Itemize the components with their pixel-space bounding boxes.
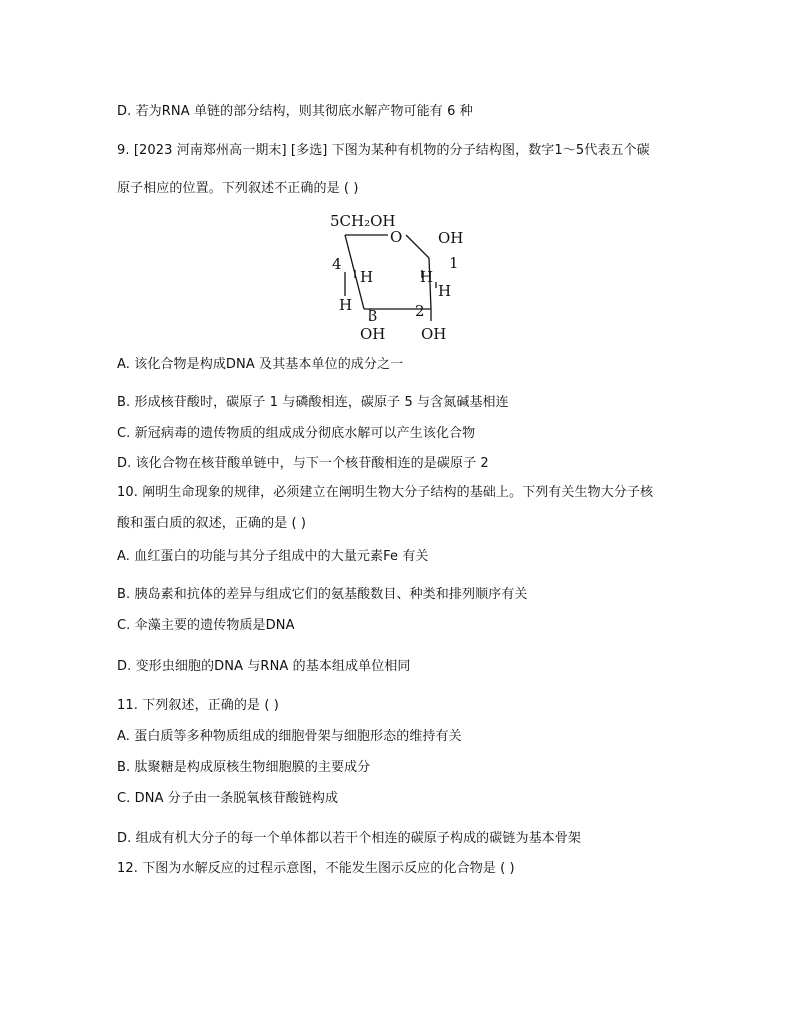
c1-upper-h-label: H [420, 268, 434, 286]
c1-hydroxyl-label: OH [438, 229, 464, 247]
option-9c: C. 新冠病毒的遗传物质的组成成分彻底水解可以产生该化合物 [117, 426, 476, 441]
c3-hydroxyl-label: OH [360, 325, 386, 343]
c2-number-label: 2 [415, 302, 425, 320]
question-11-stem: 11. 下列叙述，正确的是 ( ) [117, 698, 279, 713]
c4-number-label: 4 [332, 255, 342, 273]
question-9-stem-cont: 原子相应的位置。下列叙述不正确的是 ( ) [117, 181, 359, 196]
c3-number-label: 3 [368, 307, 378, 325]
c2-hydroxyl-label: OH [421, 325, 447, 343]
option-11a: A. 蛋白质等多种物质组成的细胞骨架与细胞形态的维持有关 [117, 729, 462, 744]
option-11d: D. 组成有机大分子的每一个单体都以若干个相连的碳原子构成的碳链为基本骨架 [117, 831, 581, 846]
option-10a: A. 血红蛋白的功能与其分子组成中的大量元素Fe 有关 [117, 549, 429, 564]
option-9a: A. 该化合物是构成DNA 及其基本单位的成分之一 [117, 357, 404, 372]
option-10b: B. 胰岛素和抗体的差异与组成它们的氨基酸数目、种类和排列顺序有关 [117, 587, 528, 602]
option-9b: B. 形成核苷酸时，碳原子 1 与磷酸相连，碳原子 5 与含氮碱基相连 [117, 395, 509, 410]
c4-upper-h-label: H [360, 268, 374, 286]
question-12-stem: 12. 下图为水解反应的过程示意图，不能发生图示反应的化合物是 ( ) [117, 861, 515, 876]
question-10-stem-cont: 酸和蛋白质的叙述，正确的是 ( ) [117, 516, 307, 531]
option-11c: C. DNA 分子由一条脱氧核苷酸链构成 [117, 791, 339, 806]
line-8d: D. 若为RNA 单链的部分结构，则其彻底水解产物可能有 6 种 [117, 104, 473, 119]
c1-number-label: 1 [449, 254, 459, 272]
question-9-stem: 9. [2023 河南郑州高一期末] [多选] 下图为某种有机物的分子结构图，数字1～5代表五个碳 [117, 143, 650, 158]
option-10d: D. 变形虫细胞的DNA 与RNA 的基本组成单位相同 [117, 659, 411, 674]
option-10c: C. 伞藻主要的遗传物质是DNA [117, 618, 295, 633]
question-10-stem: 10. 阐明生命现象的规律，必须建立在阐明生物大分子结构的基础上。下列有关生物大分子核 [117, 485, 654, 500]
option-9d: D. 该化合物在核苷酸单链中，与下一个核苷酸相连的是碳原子 2 [117, 456, 489, 471]
c1-lower-h-label: H [438, 282, 452, 300]
c5-group-label: 5CH₂OH [330, 212, 396, 230]
c4-lower-h-label: H [339, 296, 353, 314]
bond-o-c1 [406, 235, 429, 258]
ring-oxygen-label: O [390, 228, 403, 246]
ribose-structure-diagram [326, 208, 476, 343]
option-11b: B. 肽聚糖是构成原核生物细胞膜的主要成分 [117, 760, 371, 775]
